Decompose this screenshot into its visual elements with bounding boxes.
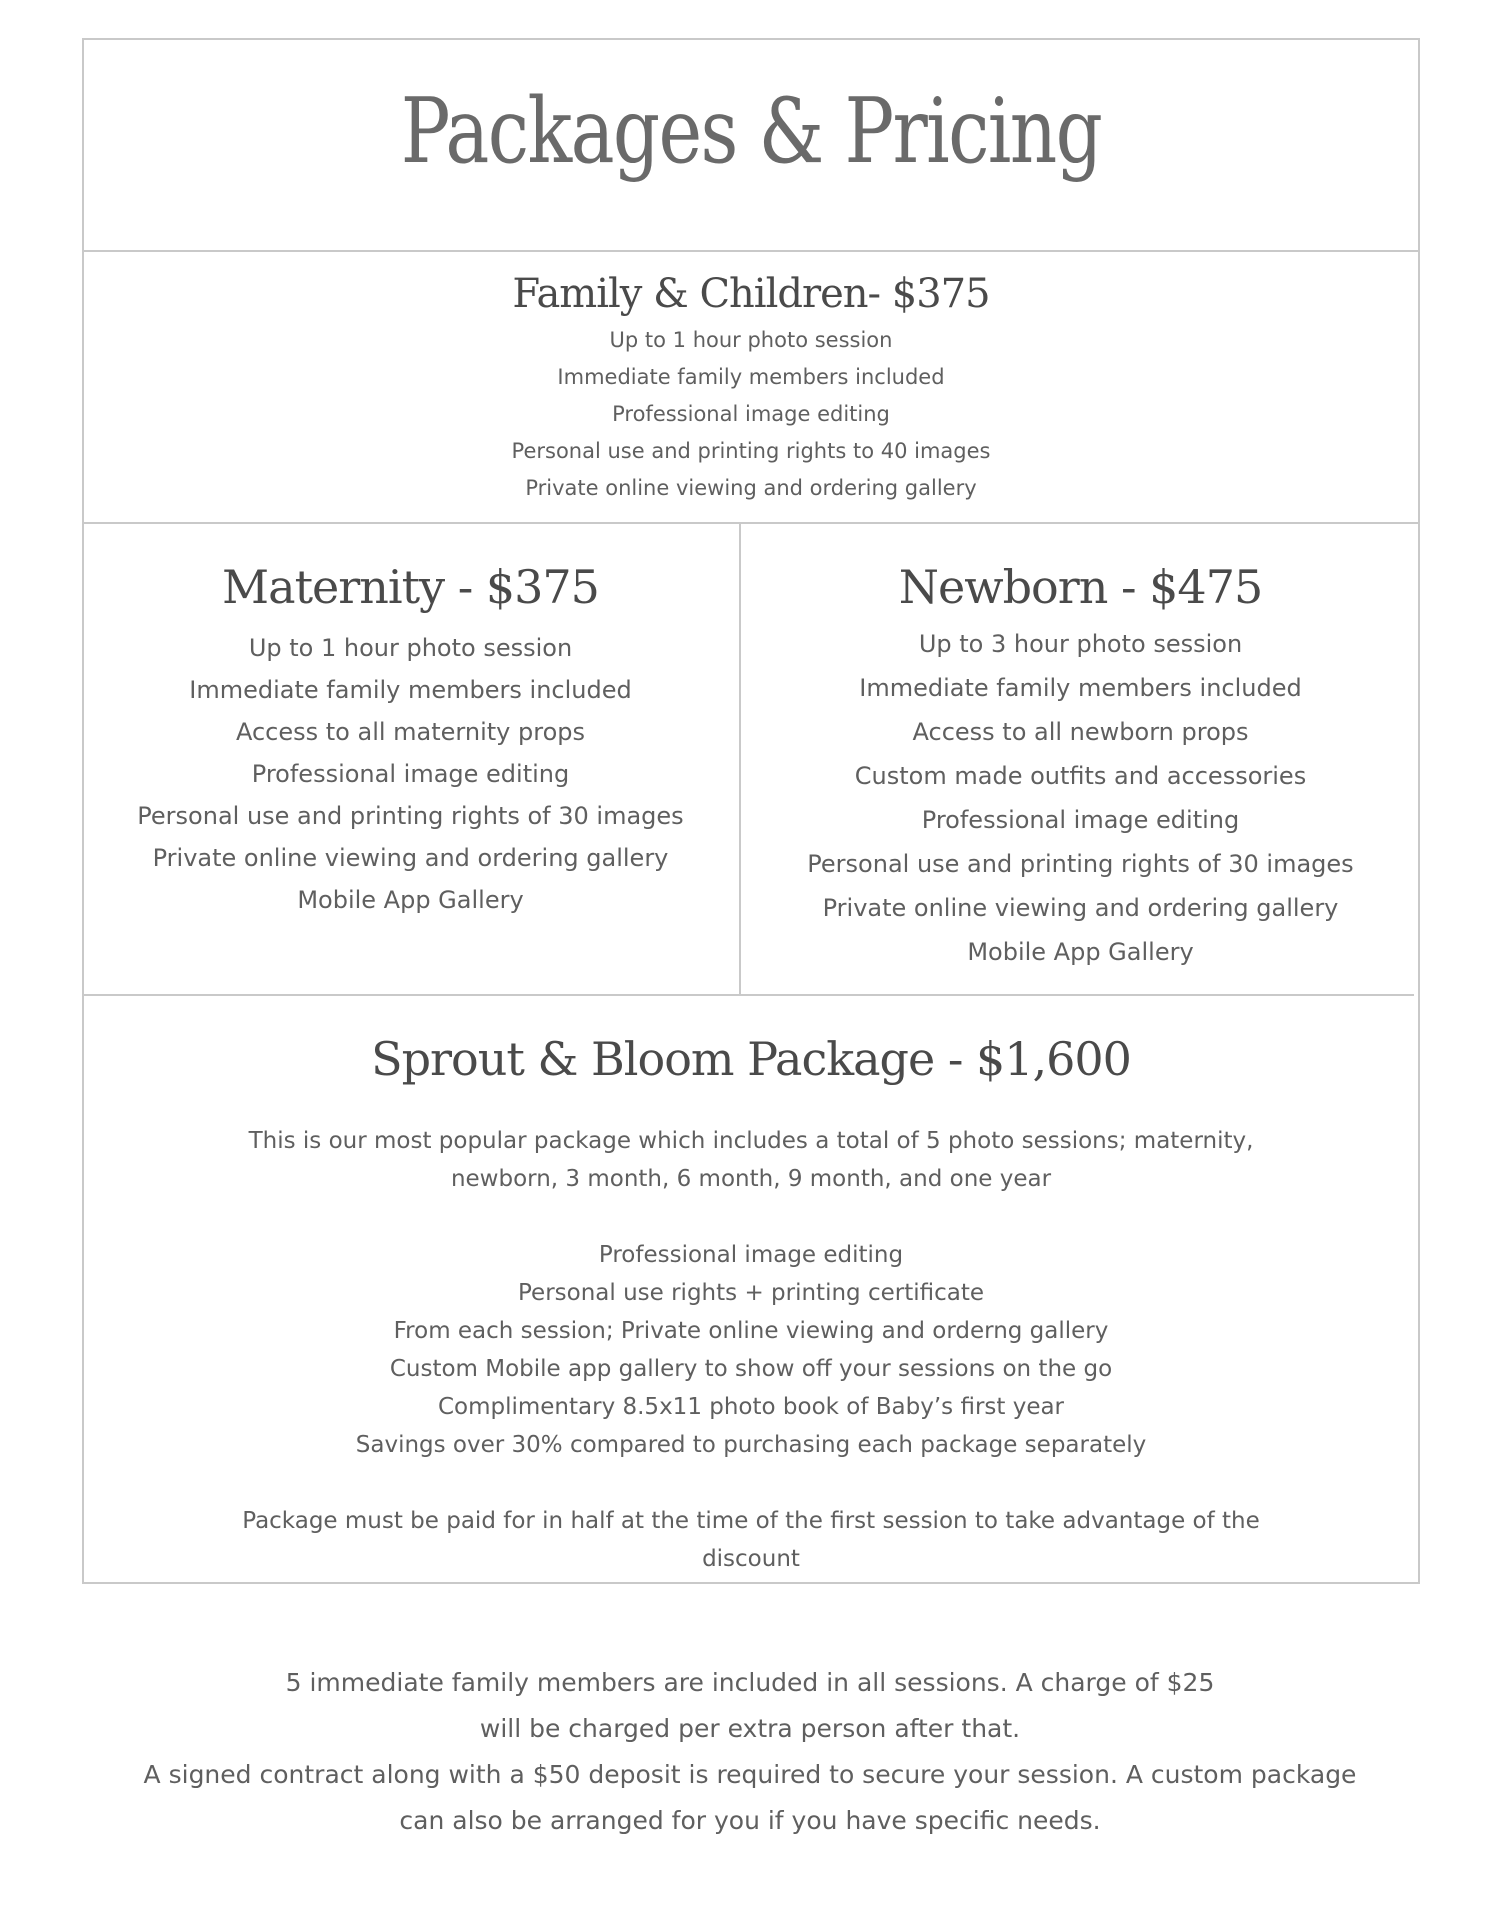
divider-title	[82, 250, 1420, 252]
newborn-package-title: Newborn - $475	[898, 560, 1263, 614]
list-item: Mobile App Gallery	[967, 938, 1194, 966]
list-item: Access to all newborn props	[912, 718, 1249, 746]
list-item: Private online viewing and ordering gallery	[152, 844, 669, 872]
list-item: Mobile App Gallery	[297, 886, 524, 914]
footer-notes	[0, 1660, 1500, 1844]
list-item: Up to 1 hour photo session	[248, 634, 573, 662]
list-item: Immediate family members included	[189, 676, 632, 704]
newborn-features	[741, 622, 1420, 974]
list-item: Professional image editing	[921, 806, 1240, 834]
footer-line: can also be arranged for you if you have specific needs.	[399, 1806, 1101, 1835]
list-item: Personal use and printing rights to 40 images	[511, 439, 991, 463]
intro-line: This is our most popular package which includes a total of 5 photo sessions; maternity,	[248, 1128, 1254, 1154]
footer-line: A signed contract along with a $50 deposit is required to secure your session. A custom package	[143, 1760, 1357, 1789]
sprout-note	[82, 1502, 1420, 1578]
list-item: Up to 1 hour photo session	[609, 328, 893, 352]
sprout-features	[82, 1236, 1420, 1464]
maternity-package-title: Maternity - $375	[222, 560, 599, 614]
list-item: Personal use rights + printing certificate	[518, 1280, 984, 1306]
list-item: Access to all maternity props	[235, 718, 585, 746]
list-item: Professional image editing	[598, 1242, 904, 1268]
family-package-title: Family & Children- $375	[512, 271, 990, 317]
divider-family	[82, 522, 1420, 524]
footer-line: will be charged per extra person after that.	[479, 1714, 1021, 1743]
list-item: Personal use and printing rights of 30 images	[137, 802, 684, 830]
family-features	[82, 322, 1420, 507]
note-line: Package must be paid for in half at the time of the first session to take advantage of the	[242, 1508, 1260, 1534]
list-item: Complimentary 8.5x11 photo book of Baby’s first year	[437, 1394, 1065, 1420]
list-item: Custom Mobile app gallery to show off your sessions on the go	[389, 1356, 1113, 1382]
sprout-intro	[82, 1122, 1420, 1198]
page-title: Packages & Pricing	[400, 79, 1102, 184]
divider-middle	[82, 994, 1414, 996]
footer-line: 5 immediate family members are included in all sessions. A charge of $25	[285, 1668, 1215, 1697]
list-item: Personal use and printing rights of 30 images	[807, 850, 1354, 878]
list-item: Private online viewing and ordering gallery	[822, 894, 1339, 922]
list-item: Immediate family members included	[859, 674, 1302, 702]
list-item: Professional image editing	[251, 760, 570, 788]
list-item: Private online viewing and ordering gallery	[525, 476, 977, 500]
sprout-package-title: Sprout & Bloom Package - $1,600	[371, 1032, 1131, 1086]
intro-line: newborn, 3 month, 6 month, 9 month, and one year	[450, 1166, 1052, 1192]
note-line: discount	[702, 1546, 800, 1572]
list-item: Professional image editing	[612, 402, 890, 426]
list-item: Immediate family members included	[557, 365, 945, 389]
list-item: Up to 3 hour photo session	[918, 630, 1243, 658]
list-item: From each session; Private online viewing and orderng gallery	[393, 1318, 1109, 1344]
maternity-features	[82, 627, 739, 921]
list-item: Custom made outfits and accessories	[854, 762, 1307, 790]
list-item: Savings over 30% compared to purchasing each package separately	[355, 1432, 1147, 1458]
